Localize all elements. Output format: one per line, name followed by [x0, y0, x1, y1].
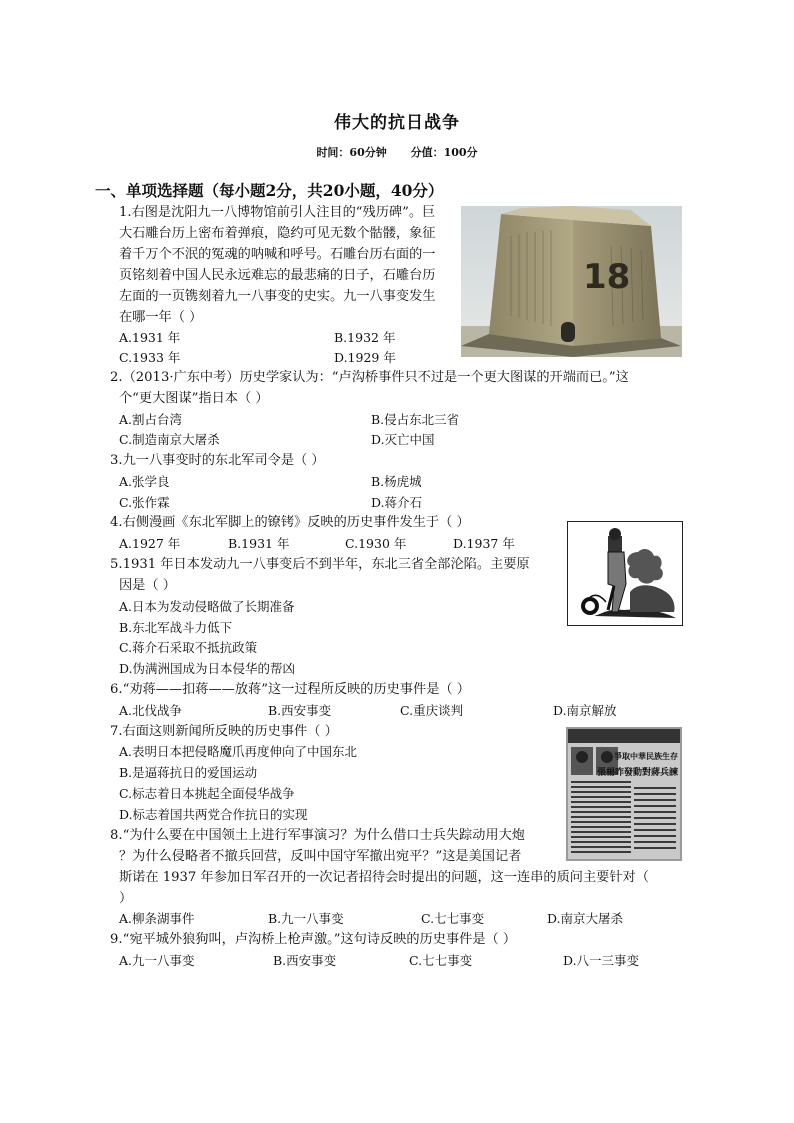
- exam-meta: [0, 144, 794, 160]
- monument-date-label: 18: [583, 257, 631, 297]
- q4-option-b: B.1931 年: [228, 536, 290, 551]
- q1-line-6: 在哪一年（ ）: [119, 310, 203, 325]
- q1-line-3: 着千万个不泯的冤魂的呐喊和呼号。石雕台历右面的一: [119, 247, 436, 262]
- newspaper-headline-2: 爭取中華民族生存: [614, 751, 678, 761]
- q5-option-c: C.蒋介石采取不抵抗政策: [119, 640, 258, 655]
- q9-option-b: B.西安事变: [273, 953, 337, 968]
- q1-option-b: B.1932 年: [334, 330, 396, 345]
- q9-line-1: 9.“宛平城外狼狗叫，卢沟桥上枪声激。”这句诗反映的历史事件是（ ）: [110, 932, 517, 947]
- q4-option-a: A.1927 年: [119, 536, 181, 551]
- q9-option-c: C.七七事变: [409, 953, 473, 968]
- q3-option-d: D.蒋介石: [371, 495, 423, 510]
- q7-line-1: 7.右面这则新闻所反映的历史事件（ ）: [110, 724, 338, 739]
- q9-option-d: D.八一三事变: [563, 953, 640, 968]
- q2-line-1: 2.（2013·广东中考）历史学家认为：“卢沟桥事件只不过是一个更大图谋的开端而已。”这: [110, 370, 629, 385]
- newspaper-headline-1: 張楊昨發動對蔣兵諫: [596, 768, 678, 778]
- cartoon-illustration: [568, 522, 682, 625]
- q1-line-4: 页铭刻着中国人民永远难忘的最悲痛的日子，石雕台历: [119, 268, 436, 283]
- q6-option-a: A.北伐战争: [119, 703, 183, 718]
- q7-option-c: C.标志着日本挑起全面侵华战争: [119, 786, 295, 801]
- q3-option-c: C.张作霖: [119, 495, 170, 510]
- q2-option-c: C.制造南京大屠杀: [119, 432, 220, 447]
- q1-option-a: A.1931 年: [119, 330, 181, 345]
- q7-option-d: D.标志着国共两党合作抗日的实现: [119, 807, 308, 822]
- q5-option-d: D.伪满洲国成为日本侵华的帮凶: [119, 661, 296, 676]
- q6-option-c: C.重庆谈判: [400, 703, 464, 718]
- q2-option-d: D.灭亡中国: [371, 432, 435, 447]
- document-title: 伟大的抗日战争: [334, 113, 460, 133]
- q8-option-b: B.九一八事变: [268, 911, 344, 926]
- q2-line-2: 个“更大图谋”指日本（ ）: [119, 391, 269, 406]
- q3-option-a: A.张学良: [119, 474, 170, 489]
- q8-option-a: A.柳条湖事件: [119, 911, 195, 926]
- q1-option-c: C.1933 年: [119, 350, 181, 365]
- q4-option-d: D.1937 年: [453, 536, 515, 551]
- q4-line-1: 4.右侧漫画《东北军脚上的镣铐》反映的历史事件发生于（ ）: [110, 515, 470, 530]
- q8-line-2: ？为什么侵略者不撤兵回营，反叫中国守军撤出宛平？”这是美国记者: [119, 849, 522, 864]
- q2-option-b: B.侵占东北三省: [371, 412, 460, 427]
- q5-option-a: A.日本为发动侵略做了长期准备: [119, 599, 295, 614]
- q5-option-b: B.东北军战斗力低下: [119, 620, 233, 635]
- total-score: 分值：100分: [410, 146, 478, 159]
- q8-line-1: 8.“为什么要在中国领土上进行军事演习？为什么借口士兵失踪动用大炮: [110, 828, 525, 843]
- q9-option-a: A.九一八事变: [119, 953, 195, 968]
- q8-option-d: D.南京大屠杀: [547, 911, 624, 926]
- q8-line-3: 斯诺在 1937 年参加日军召开的一次记者招待会时提出的问题，这一连串的质问主要针对（: [119, 870, 649, 885]
- q4-option-c: C.1930 年: [345, 536, 407, 551]
- q1-line-1: 1.右图是沈阳九一八博物馆前引人注目的“残历碑”。巨: [119, 205, 436, 220]
- time-limit: 时间：60分钟: [316, 146, 387, 159]
- q3-line-1: 3.九一八事变时的东北军司令是（ ）: [110, 453, 325, 468]
- newspaper-illustration: [566, 727, 682, 861]
- q2-option-a: A.割占台湾: [119, 412, 183, 427]
- q7-option-a: A.表明日本把侵略魔爪再度伸向了中国东北: [119, 744, 358, 759]
- q6-option-d: D.南京解放: [553, 703, 617, 718]
- q1-option-d: D.1929 年: [334, 350, 396, 365]
- q1-line-2: 大石雕台历上密布着弹痕，隐约可见无数个骷髅，象征: [119, 226, 436, 241]
- q8-option-c: C.七七事变: [421, 911, 485, 926]
- q1-line-5: 左面的一页镌刻着九一八事变的史实。九一八事变发生: [119, 289, 436, 304]
- q6-option-b: B.西安事变: [268, 703, 332, 718]
- q5-line-1: 5.1931 年日本发动九一八事变后不到半年，东北三省全部沦陷。主要原: [110, 557, 530, 572]
- q5-line-2: 因是（ ）: [119, 578, 176, 593]
- q6-line-1: 6.“劝蒋——扣蒋——放蒋”这一过程所反映的历史事件是（ ）: [110, 682, 470, 697]
- shackles-cartoon: [567, 521, 683, 626]
- q8-line-4: ）: [119, 891, 133, 906]
- q3-option-b: B.杨虎城: [371, 474, 422, 489]
- section-heading: 一、单项选择题（每小题2分，共20小题，40分）: [95, 181, 444, 200]
- q7-option-b: B.是逼蒋抗日的爱国运动: [119, 765, 258, 780]
- newspaper-clipping: [566, 727, 682, 861]
- monument-photo: [461, 206, 682, 357]
- monument-illustration: [461, 206, 682, 357]
